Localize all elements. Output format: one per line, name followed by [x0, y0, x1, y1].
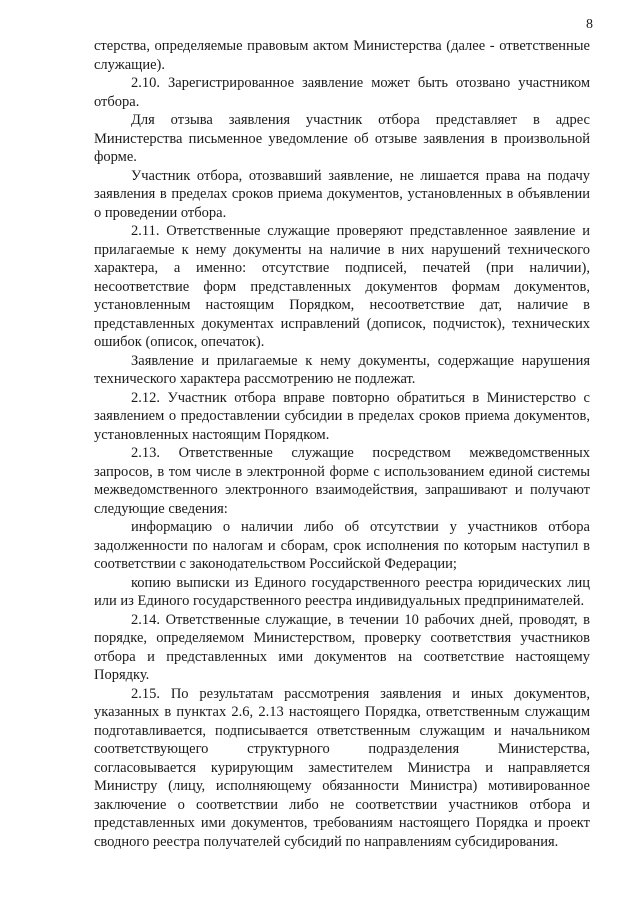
paragraph-2-11: 2.11. Ответственные служащие проверяют представленное заявление и прилагаемые к нему документы на наличие в них нарушений технического характера, а именно: отсутствие подписей, печатей (при наличии), несоответствие форм представленных документов формам документов, установленным настоящим Порядком, несоответствие дат, наличие в представленных документах исправлений (дописок, подчисток), технических ошибок (описок, опечаток).: [94, 223, 590, 350]
document-body: [94, 37, 590, 851]
paragraph-2-13: 2.13. Ответственные служащие посредством межведомственных запросов, в том числе в электронной форме с использованием единой системы межведомственного электронного взаимодействия, запрашивают и получают следующие сведения:: [94, 445, 590, 517]
paragraph-2-12: 2.12. Участник отбора вправе повторно обратиться в Министерство с заявлением о предоставлении субсидии в пределах сроков приема документов, установленных настоящим Порядком.: [94, 389, 590, 443]
paragraph-technical-violations: Заявление и прилагаемые к нему документы, содержащие нарушения технического характера рассмотрению не подлежат.: [94, 352, 590, 387]
paragraph-withdrawal-rights: Участник отбора, отозвавший заявление, не лишается права на подачу заявления в пределах сроков приема документов, установленных в объявлении о проведении отбора.: [94, 167, 590, 221]
paragraph-withdrawal-notice: Для отзыва заявления участник отбора представляет в адрес Министерства письменное уведомление об отзыве заявления в произвольной форме.: [94, 112, 590, 165]
paragraph-registry-extract: копию выписки из Единого государственного реестра юридических лиц или из Единого государственного реестра индивидуальных предпринимателей.: [94, 574, 590, 609]
paragraph-continuation: стерства, определяемые правовым актом Министерства (далее - ответственные служащие).: [94, 38, 590, 73]
paragraph-2-10: 2.10. Зарегистрированное заявление может быть отозвано участником отбора.: [94, 75, 590, 110]
page-number: 8: [586, 17, 593, 32]
paragraph-2-15: 2.15. По результатам рассмотрения заявления и иных документов, указанных в пунктах 2.6, 2.13 настоящего Порядка, ответственным служащим подготавливается, подписывается ответственным служащим и начальником соответствующего структурного подразделения Министерства, согласовывается курирующим заместителем Министра и направляется Министру (лицу, исполняющему обязанности Министра) мотивированное заключение о соответствии либо не соответствии участников отбора и представленных ими документов, требованиям настоящего Порядка и проект сводного реестра получателей субсидий по направлениям субсидирования.: [94, 685, 590, 850]
paragraph-2-14: 2.14. Ответственные служащие, в течении 10 рабочих дней, проводят, в порядке, определяемом Министерством, проверку соответствия участников отбора и представленных ими документов на соответствие настоящему Порядку.: [94, 611, 590, 683]
paragraph-tax-debt-info: информацию о наличии либо об отсутствии у участников отбора задолженности по налогам и сборам, срок исполнения по которым наступил в соответствии с законодательством Российской Федерации;: [94, 519, 590, 572]
